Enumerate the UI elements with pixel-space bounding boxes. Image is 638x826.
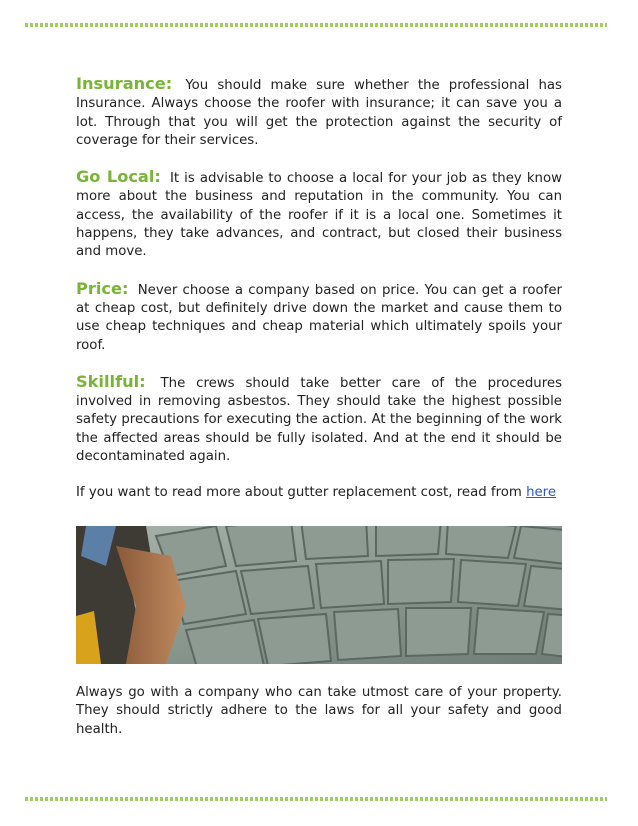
read-more-text: If you want to read more about gutter replacement cost, read from: [76, 485, 522, 501]
paragraph-go-local: [76, 168, 562, 261]
here-link[interactable]: here: [526, 485, 557, 501]
heading-go-local: Go Local:: [76, 167, 161, 187]
text-insurance: You should make sure whether the professional has Insurance. Always choose the roofer with insurance; it can save you a lot. Through that you will get the protection against the security of coverage for their services.: [76, 78, 562, 148]
article-body: [76, 75, 562, 521]
heading-price: Price:: [76, 278, 129, 298]
bottom-decorative-border: [25, 797, 607, 801]
text-skillful: The crews should take better care of the procedures involved in removing asbestos. They should take the highest possible safety precautions for executing the action. At the beginning of the work the affected areas should be fully isolated. And at the end it should be decontaminated again.: [76, 375, 563, 465]
closing-paragraph: Always go with a company who can take utmost care of your property. They should strictly adhere to the laws for all your safety and good health.: [76, 685, 562, 737]
heading-insurance: Insurance:: [76, 74, 173, 93]
paragraph-price: [76, 280, 562, 355]
text-go-local: It is advisable to choose a local for your job as they know more about the business and reputation in the community. You can access, the availability of the roofer if it is a local one. Sometimes it happens, they take advances, and contract, but closed their business and move.: [76, 171, 562, 260]
read-more-paragraph: [76, 484, 562, 502]
heading-skillful: Skillful:: [76, 371, 146, 391]
top-decorative-border: [25, 23, 607, 27]
roof-slate-photo: [76, 526, 562, 664]
text-price: Never choose a company based on price. You can get a roofer at cheap cost, but definitely drive down the market and cause them to use cheap techniques and cheap material which ultimately spoils your roof.: [76, 282, 562, 353]
paragraph-insurance: [76, 75, 562, 150]
paragraph-skillful: [76, 373, 562, 466]
